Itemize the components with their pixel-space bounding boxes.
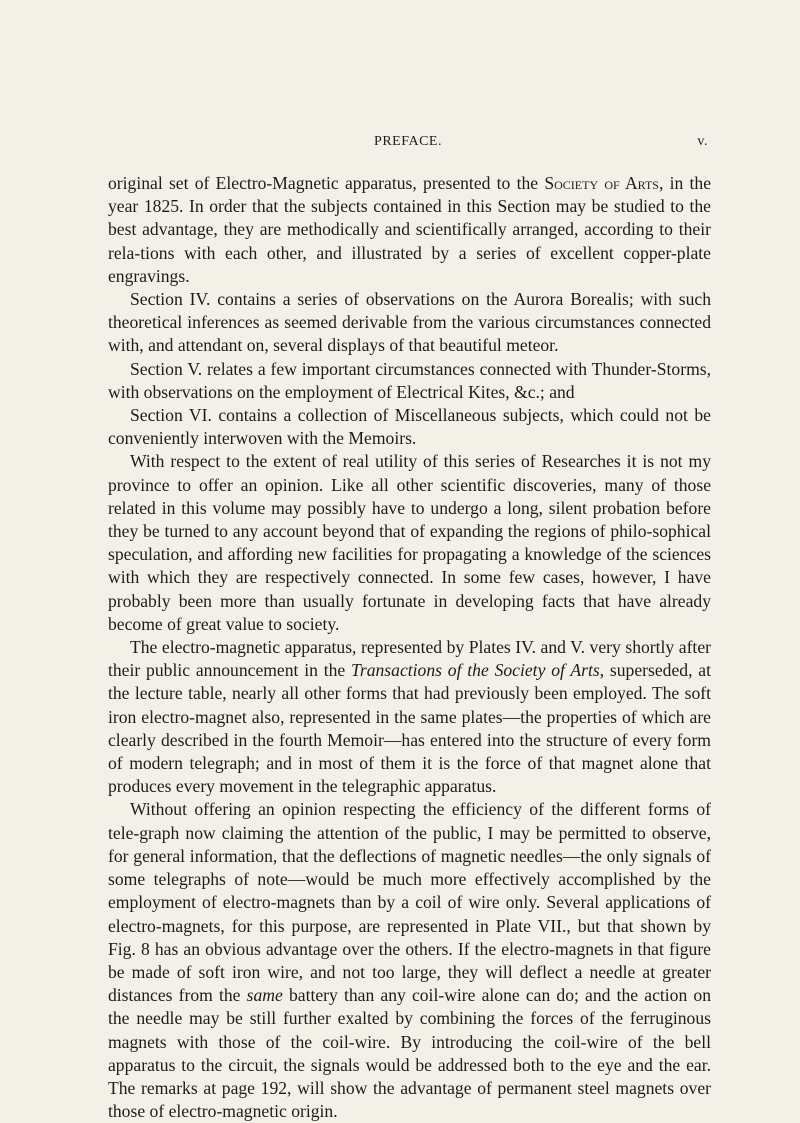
paragraph-telegraph — [108, 798, 711, 1123]
page-number: v. — [697, 134, 708, 149]
running-title: PREFACE. — [374, 134, 442, 149]
paragraph-section-v: Section V. relates a few important circumstances connected with Thunder-Storms, with observations on the employment of Electrical Kites, &c.; and — [108, 358, 711, 402]
paragraph-telegraph-text-b: battery than any coil-wire alone can do; and the action on the needle may be still further exalted by combining the forces of the ferruginous magnets with those of the coil-wire. By introducing the coil-wire of the bell apparatus to the circuit, the signals would be addressed both to the eye and the ear. The remarks at page 192, will show the advantage of permanent steel magnets over those of electro-magnetic origin. — [108, 985, 711, 1122]
body-text — [108, 172, 711, 1123]
paragraph-utility: With respect to the extent of real utility of this series of Researches it is not my province to offer an opinion. Like all other scientific discoveries, many of those related in this volume may possibly have to undergo a long, silent probation before they be turned to any account beyond that of expanding the regions of philo-sophical speculation, and affording new facilities for propagating a knowledge of the sciences with which they are respectively connected. In some few cases, however, I have probably been more than usually fortunate in developing facts that have already become of great value to society. — [108, 451, 711, 634]
same-emphasis: same — [246, 985, 283, 1006]
society-of-arts-smallcaps: Society of Arts — [544, 173, 659, 193]
paragraph-section-vi: Section VI. contains a collection of Miscellaneous subjects, which could not be conveniently interwoven with the Memoirs. — [108, 405, 711, 449]
paragraph-telegraph-text-a: Without offering an opinion respecting the efficiency of the different forms of tele-graph now claiming the attention of the public, I may be permitted to observe, for general information, that the deflections of magnetic needles—the only signals of some telegraphs of note—would be much more effectively accomplished by the employment of electro-magnets than by a coil of wire only. Several applications of electro-magnets, for this purpose, are represented in Plate VII., but that shown by Fig. 8 has an obvious advantage over the others. If the electro-magnets in that figure be made of soft iron wire, and not too large, they will deflect a needle at greater distances from the — [108, 799, 711, 1006]
paragraph-apparatus-text-a: The electro-magnetic apparatus, represented by Plates IV. and V. very shortly after their public announcement in the — [108, 637, 711, 681]
page-header — [108, 134, 708, 158]
paragraph-1-text-a: original set of Electro-Magnetic apparatus, presented to the — [108, 173, 545, 193]
paragraph-apparatus — [108, 636, 711, 798]
paragraph-1 — [108, 172, 711, 288]
paragraph-1-text-b: , in the year 1825. In order that the subjects contained in this Section may be studied to the best advantage, they are methodically and scientifically arranged, according to their rela-tions with each other, and illustrated by a series of excellent copper-plate engravings. — [108, 173, 712, 286]
paragraph-section-iv: Section IV. contains a series of observations on the Aurora Borealis; with such theoretical inferences as seemed derivable from the various circumstances connected with, and attendant on, several displays of that beautiful meteor. — [108, 289, 711, 356]
paragraph-apparatus-text-b: , superseded, at the lecture table, nearly all other forms that had previously been employed. The soft iron electro-magnet also, represented in the same plates—the properties of which are clearly described in the fourth Memoir—has entered into the structure of every form of modern telegraph; and in most of them it is the force of that magnet alone that produces every movement in the telegraphic apparatus. — [108, 660, 711, 797]
transactions-title: Transactions of the Society of Arts — [351, 660, 600, 681]
